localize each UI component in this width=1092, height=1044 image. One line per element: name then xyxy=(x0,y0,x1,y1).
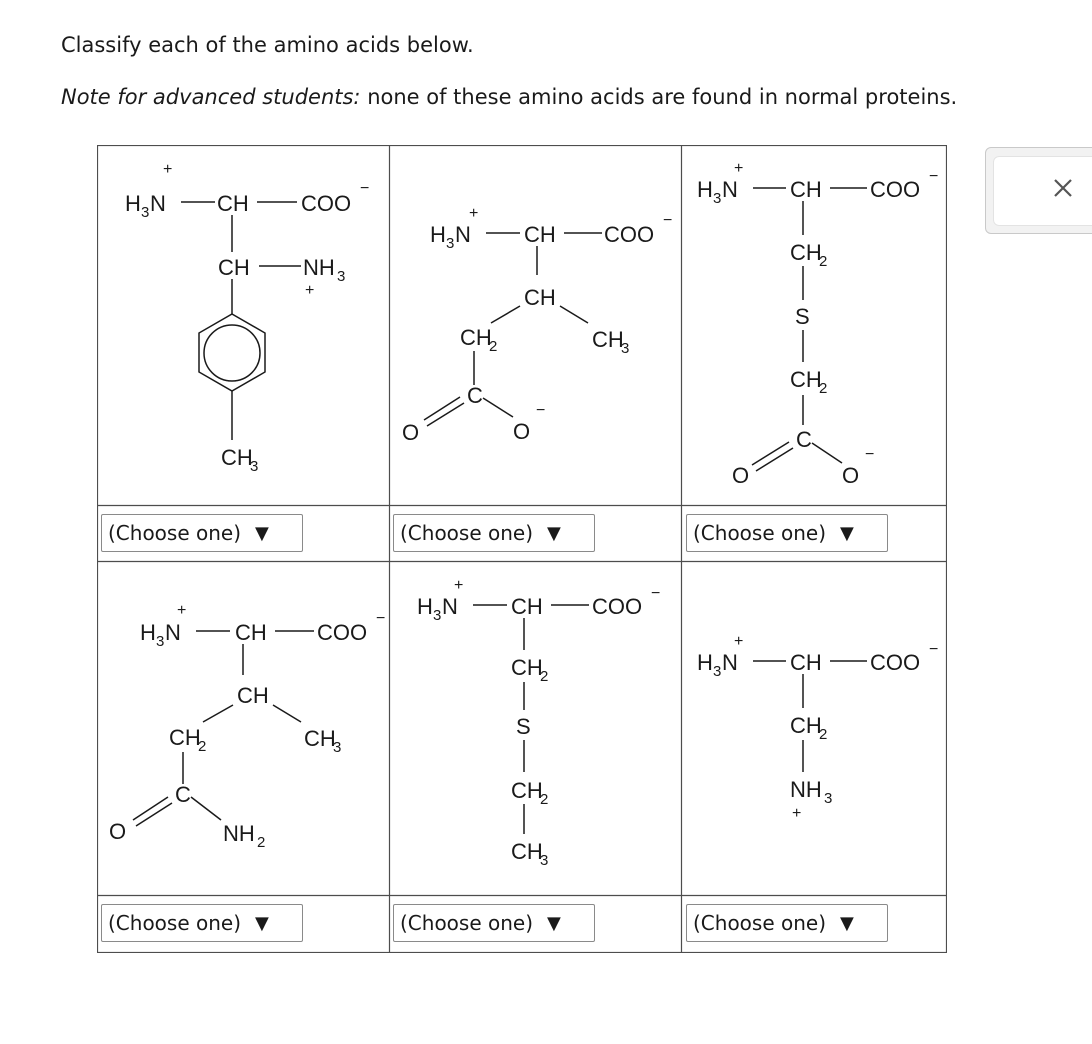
note-label: Note for advanced students: xyxy=(61,85,361,109)
close-icon[interactable] xyxy=(1049,174,1077,202)
ch-group: CH xyxy=(460,325,492,350)
subscript-2: 2 xyxy=(257,834,266,851)
n-atom: N xyxy=(455,222,471,247)
minus-sign: − xyxy=(376,610,386,627)
subscript-2: 2 xyxy=(198,738,207,755)
c-atom: C xyxy=(175,782,191,807)
note-text: none of these amino acids are found in normal proteins. xyxy=(360,85,958,109)
o-atom: O xyxy=(109,819,127,844)
ch-group: CH xyxy=(790,367,822,392)
ch-group: CH xyxy=(790,713,822,738)
n-atom: N xyxy=(722,177,738,202)
dropdown-arrow-icon: ▼ xyxy=(547,522,561,544)
ch-group: CH xyxy=(790,177,822,202)
coo-group: COO xyxy=(870,177,921,202)
o-atom: O xyxy=(513,419,531,444)
minus-sign: − xyxy=(929,641,939,658)
minus-sign: − xyxy=(929,168,939,185)
ch-group: CH xyxy=(511,655,543,680)
n-atom: N xyxy=(150,191,166,216)
coo-group: COO xyxy=(604,222,655,247)
classify-dropdown-4[interactable] xyxy=(101,904,303,942)
ch-group: CH xyxy=(304,726,336,751)
subscript-3: 3 xyxy=(141,204,150,221)
h-atom: H xyxy=(697,177,713,202)
subscript-3: 3 xyxy=(713,190,722,207)
h-atom: H xyxy=(125,191,141,216)
ch-group: CH xyxy=(235,620,267,645)
subscript-3: 3 xyxy=(446,235,455,252)
minus-sign: − xyxy=(865,446,875,463)
dropdown-value: (Choose one) xyxy=(400,521,534,545)
h-atom: H xyxy=(140,620,156,645)
coo-group: COO xyxy=(592,594,643,619)
molecule-3-structure xyxy=(682,145,947,505)
s-atom: S xyxy=(516,714,531,739)
subscript-3: 3 xyxy=(824,790,833,807)
o-atom: O xyxy=(402,420,420,445)
plus-sign: + xyxy=(177,602,187,619)
subscript-3: 3 xyxy=(337,268,346,285)
subscript-3: 3 xyxy=(713,663,722,680)
subscript-2: 2 xyxy=(540,791,549,808)
ch-group: CH xyxy=(511,778,543,803)
dropdown-value: (Choose one) xyxy=(108,521,242,545)
dropdown-arrow-icon: ▼ xyxy=(255,912,269,934)
ch-group: CH xyxy=(790,650,822,675)
n-atom: N xyxy=(722,650,738,675)
dropdown-value: (Choose one) xyxy=(400,911,534,935)
minus-sign: − xyxy=(651,585,661,602)
h-atom: H xyxy=(417,594,433,619)
ch-group: CH xyxy=(524,285,556,310)
coo-group: COO xyxy=(870,650,921,675)
subscript-2: 2 xyxy=(819,726,828,743)
plus-sign: + xyxy=(734,633,744,650)
question-note xyxy=(61,85,957,109)
c-atom: CH xyxy=(221,445,253,470)
subscript-2: 2 xyxy=(540,668,549,685)
c-atom: C xyxy=(467,383,483,408)
h-atom: H xyxy=(697,650,713,675)
subscript-2: 2 xyxy=(819,380,828,397)
amino-acid-grid xyxy=(97,145,947,953)
classify-dropdown-1[interactable] xyxy=(101,514,303,552)
coo-group: COO xyxy=(317,620,368,645)
minus-sign: − xyxy=(360,180,370,197)
subscript-3: 3 xyxy=(433,607,442,624)
dropdown-arrow-icon: ▼ xyxy=(547,912,561,934)
dropdown-value: (Choose one) xyxy=(693,911,827,935)
subscript-3: 3 xyxy=(540,852,549,869)
close-button-face[interactable] xyxy=(993,156,1092,226)
molecule-2-structure xyxy=(390,145,682,505)
coo-group: COO xyxy=(301,191,352,216)
n-atom: N xyxy=(442,594,458,619)
subscript-3: 3 xyxy=(621,340,630,357)
dropdown-arrow-icon: ▼ xyxy=(840,522,854,544)
subscript-3: 3 xyxy=(333,739,342,756)
plus-sign: + xyxy=(734,160,744,177)
classify-dropdown-5[interactable] xyxy=(393,904,595,942)
dropdown-value: (Choose one) xyxy=(108,911,242,935)
classify-dropdown-3[interactable] xyxy=(686,514,888,552)
ch-group: CH xyxy=(217,191,249,216)
molecule-4-structure xyxy=(97,562,389,895)
nh-group: NH xyxy=(303,255,335,280)
minus-sign: − xyxy=(663,212,673,229)
nh-group: NH xyxy=(223,821,255,846)
nh-group: NH xyxy=(790,777,822,802)
n-atom: N xyxy=(165,620,181,645)
ch-group: CH xyxy=(511,839,543,864)
o-atom: O xyxy=(842,463,860,488)
aromatic-circle xyxy=(204,325,260,381)
molecule-6-structure xyxy=(682,562,947,895)
molecule-1-structure xyxy=(97,145,389,505)
subscript-2: 2 xyxy=(819,253,828,270)
classify-dropdown-2[interactable] xyxy=(393,514,595,552)
ch-group: CH xyxy=(511,594,543,619)
ch-group: CH xyxy=(790,240,822,265)
subscript-2: 2 xyxy=(489,338,498,355)
subscript-3: 3 xyxy=(156,633,165,650)
o-atom: O xyxy=(732,463,750,488)
ch-group: CH xyxy=(218,255,250,280)
subscript-3: 3 xyxy=(250,458,259,475)
dropdown-arrow-icon: ▼ xyxy=(255,522,269,544)
plus-sign: + xyxy=(792,805,802,822)
dropdown-arrow-icon: ▼ xyxy=(840,912,854,934)
ch-group: CH xyxy=(524,222,556,247)
plus-sign: + xyxy=(469,205,479,222)
minus-sign: − xyxy=(536,402,546,419)
plus-sign: + xyxy=(454,577,464,594)
question-prompt: Classify each of the amino acids below. xyxy=(61,33,474,57)
ch-group: CH xyxy=(592,327,624,352)
plus-sign: + xyxy=(305,282,315,299)
classify-dropdown-6[interactable] xyxy=(686,904,888,942)
ch-group: CH xyxy=(169,725,201,750)
dropdown-value: (Choose one) xyxy=(693,521,827,545)
molecule-5-structure xyxy=(390,562,682,895)
plus-sign: + xyxy=(163,161,173,178)
h-atom: H xyxy=(430,222,446,247)
ch-group: CH xyxy=(237,683,269,708)
s-atom: S xyxy=(795,304,810,329)
c-atom: C xyxy=(796,427,812,452)
